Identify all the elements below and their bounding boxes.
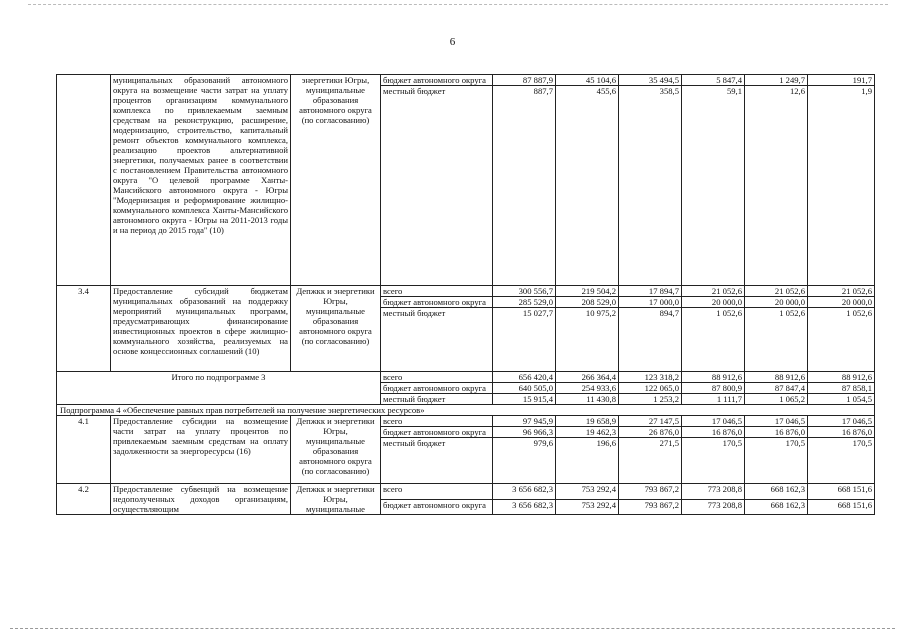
cell-value: 59,1 — [682, 86, 745, 286]
cell-value: 97 945,9 — [493, 416, 556, 427]
cell-value: 10 975,2 — [556, 308, 619, 372]
measure-text: Предоставление субсидии на возмещение части затрат на уплату процентов по привлекаемым заемным средствам на оплату задолженности за энергоресурсы (16) — [111, 416, 291, 484]
cell-value: 773 208,8 — [682, 499, 745, 515]
cell-value: 1 249,7 — [745, 75, 808, 86]
cell-value: 17 894,7 — [619, 286, 682, 297]
cell-value: 21 052,6 — [745, 286, 808, 297]
program-table — [56, 74, 875, 515]
cell-value: 300 556,7 — [493, 286, 556, 297]
cell-value: 96 966,3 — [493, 427, 556, 438]
cell-value: 88 912,6 — [682, 372, 745, 383]
funding-source: всего — [381, 416, 493, 427]
funding-source: местный бюджет — [381, 86, 493, 286]
cell-value: 668 151,6 — [808, 484, 875, 500]
row-number — [57, 75, 111, 286]
cell-value: 17 046,5 — [808, 416, 875, 427]
cell-value: 26 876,0 — [619, 427, 682, 438]
cell-value: 979,6 — [493, 438, 556, 484]
subtotal-label: Итого по подпрограмме 3 — [57, 372, 381, 405]
scan-artifact-top — [28, 4, 888, 5]
funding-source: всего — [381, 484, 493, 500]
cell-value: 668 151,6 — [808, 499, 875, 515]
funding-source: бюджет автономного округа — [381, 297, 493, 308]
cell-value: 358,5 — [619, 86, 682, 286]
cell-value: 1 052,6 — [745, 308, 808, 372]
funding-source: местный бюджет — [381, 438, 493, 484]
cell-value: 35 494,5 — [619, 75, 682, 86]
cell-value: 3 656 682,3 — [493, 499, 556, 515]
executor-text: Депжкк и энергетики Югры, муниципальные образования автономного округа (по согласованию) — [291, 416, 381, 484]
cell-value: 254 933,6 — [556, 383, 619, 394]
table-row — [57, 484, 875, 500]
cell-value: 27 147,5 — [619, 416, 682, 427]
cell-value: 1 253,2 — [619, 394, 682, 405]
page-number: 6 — [449, 36, 456, 48]
cell-value: 20 000,0 — [745, 297, 808, 308]
scan-artifact-bottom — [10, 628, 895, 629]
cell-value: 21 052,6 — [682, 286, 745, 297]
cell-value: 170,5 — [808, 438, 875, 484]
cell-value: 266 364,4 — [556, 372, 619, 383]
funding-source: всего — [381, 372, 493, 383]
cell-value: 88 912,6 — [745, 372, 808, 383]
cell-value: 753 292,4 — [556, 484, 619, 500]
cell-value: 21 052,6 — [808, 286, 875, 297]
cell-value: 3 656 682,3 — [493, 484, 556, 500]
subprogram-title: Подпрограмма 4 «Обеспечение равных прав потребителей на получение энергетических ресурсов» — [57, 405, 875, 416]
executor-text: энергетики Югры, муниципальные образования автономного округа (по согласованию) — [291, 75, 381, 286]
cell-value: 753 292,4 — [556, 499, 619, 515]
cell-value: 208 529,0 — [556, 297, 619, 308]
cell-value: 16 876,0 — [682, 427, 745, 438]
table-row — [57, 75, 875, 86]
cell-value: 887,7 — [493, 86, 556, 286]
row-number: 4.1 — [57, 416, 111, 484]
funding-source: бюджет автономного округа — [381, 499, 493, 515]
cell-value: 1 054,5 — [808, 394, 875, 405]
cell-value: 15 915,4 — [493, 394, 556, 405]
cell-value: 219 504,2 — [556, 286, 619, 297]
table-row — [57, 416, 875, 427]
cell-value: 87 847,4 — [745, 383, 808, 394]
cell-value: 20 000,0 — [808, 297, 875, 308]
section-header-row — [57, 405, 875, 416]
cell-value: 1 065,2 — [745, 394, 808, 405]
cell-value: 271,5 — [619, 438, 682, 484]
cell-value: 656 420,4 — [493, 372, 556, 383]
measure-text: Предоставление субсидий бюджетам муниципальных образований на поддержку мероприятий муниципальных программ, предусматривающих финансирование инвестиционных проектов в сфере жилищно-коммунального хозяйства, реализуемых на основе концессионных соглашений (10) — [111, 286, 291, 372]
table-row — [57, 372, 875, 383]
cell-value: 285 529,0 — [493, 297, 556, 308]
executor-text: Депжкк и энергетики Югры, муниципальные образования автономного округа (по согласованию) — [291, 286, 381, 372]
cell-value: 20 000,0 — [682, 297, 745, 308]
cell-value: 87 887,9 — [493, 75, 556, 86]
cell-value: 12,6 — [745, 86, 808, 286]
cell-value: 640 505,0 — [493, 383, 556, 394]
cell-value: 455,6 — [556, 86, 619, 286]
cell-value: 668 162,3 — [745, 484, 808, 500]
cell-value: 1 052,6 — [682, 308, 745, 372]
funding-source: бюджет автономного округа — [381, 75, 493, 86]
cell-value: 123 318,2 — [619, 372, 682, 383]
executor-text: Депжкк и энергетики Югры, муниципальные — [291, 484, 381, 515]
funding-source: местный бюджет — [381, 394, 493, 405]
funding-source: местный бюджет — [381, 308, 493, 372]
cell-value: 19 462,3 — [556, 427, 619, 438]
table-row — [57, 286, 875, 297]
cell-value: 1 111,7 — [682, 394, 745, 405]
cell-value: 17 000,0 — [619, 297, 682, 308]
cell-value: 793 867,2 — [619, 484, 682, 500]
cell-value: 191,7 — [808, 75, 875, 86]
cell-value: 170,5 — [682, 438, 745, 484]
cell-value: 793 867,2 — [619, 499, 682, 515]
cell-value: 16 876,0 — [745, 427, 808, 438]
funding-source: бюджет автономного округа — [381, 427, 493, 438]
cell-value: 19 658,9 — [556, 416, 619, 427]
cell-value: 5 847,4 — [682, 75, 745, 86]
funding-source: бюджет автономного округа — [381, 383, 493, 394]
cell-value: 87 858,1 — [808, 383, 875, 394]
cell-value: 122 065,0 — [619, 383, 682, 394]
cell-value: 87 800,9 — [682, 383, 745, 394]
cell-value: 170,5 — [745, 438, 808, 484]
cell-value: 15 027,7 — [493, 308, 556, 372]
cell-value: 196,6 — [556, 438, 619, 484]
row-number: 4.2 — [57, 484, 111, 515]
row-number: 3.4 — [57, 286, 111, 372]
cell-value: 1,9 — [808, 86, 875, 286]
cell-value: 16 876,0 — [808, 427, 875, 438]
measure-text: муниципальных образований автономного округа на возмещение части затрат на уплату процентов организациям коммунального комплекса по привлекаемым заемным средствам на реконструкцию, расширение, модернизацию, строительство, капитальный ремонт объектов коммунального комплекса, реализацию проектов альтернативной энергетики, получаемых ранее в соответствии с постановлением Правительства автономного округа "О целевой программе Ханты-Мансийского автономного округа - Югры "Модернизация и реформирование жилищно-коммунального комплекса Ханты-Мансийского автономного округа - Югры на 2011-2013 годы и на период до 2015 года" (10) — [111, 75, 291, 286]
measure-text: Предоставление субвенций на возмещение недополученных доходов организациям, осуществляющим — [111, 484, 291, 515]
cell-value: 17 046,5 — [745, 416, 808, 427]
cell-value: 45 104,6 — [556, 75, 619, 86]
cell-value: 11 430,8 — [556, 394, 619, 405]
cell-value: 773 208,8 — [682, 484, 745, 500]
funding-source: всего — [381, 286, 493, 297]
cell-value: 17 046,5 — [682, 416, 745, 427]
cell-value: 88 912,6 — [808, 372, 875, 383]
cell-value: 1 052,6 — [808, 308, 875, 372]
cell-value: 894,7 — [619, 308, 682, 372]
cell-value: 668 162,3 — [745, 499, 808, 515]
